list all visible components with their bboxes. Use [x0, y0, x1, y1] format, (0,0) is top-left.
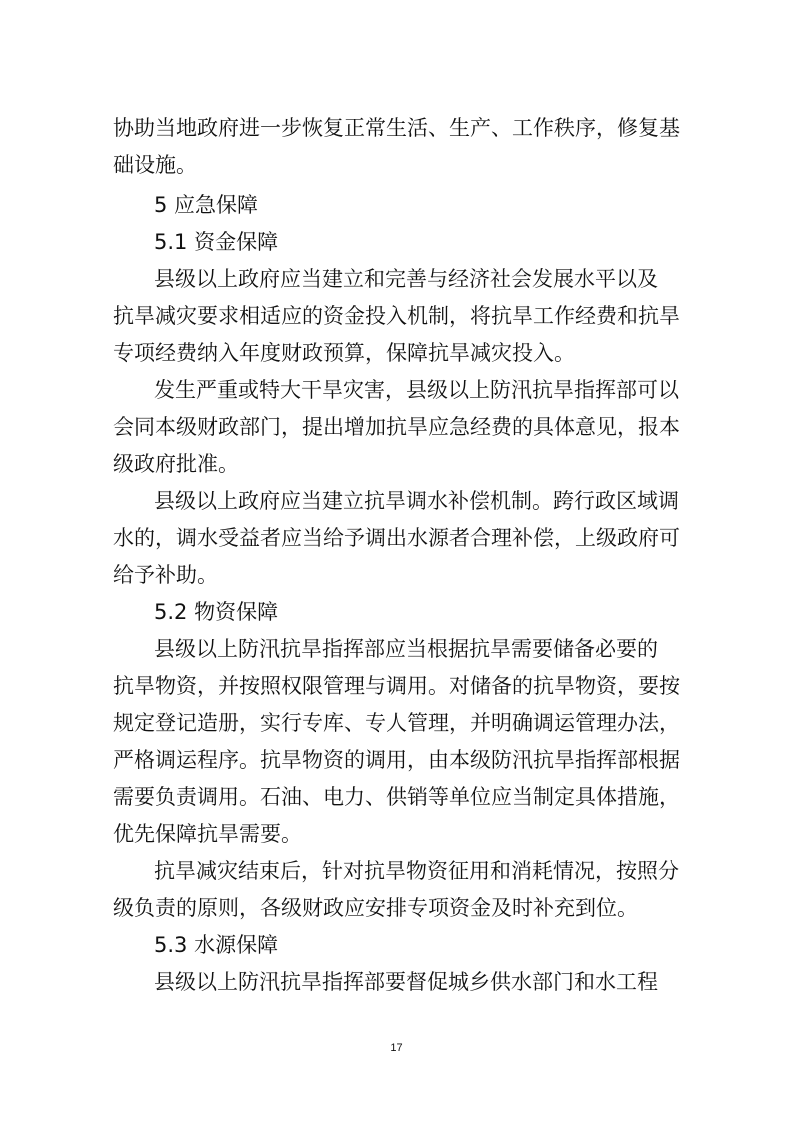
paragraph-line: 会同本级财政部门，提出增加抗旱应急经费的具体意见，报本	[113, 415, 680, 439]
paragraph-line: 县级以上政府应当建立抗旱调水补偿机制。跨行政区域调	[154, 489, 679, 513]
paragraph-line: 协助当地政府进一步恢复正常生活、生产、工作秩序，修复基	[113, 116, 680, 140]
paragraph-line: 级政府批准。	[113, 452, 239, 476]
paragraph-line: 县级以上政府应当建立和完善与经济社会发展水平以及	[154, 267, 658, 291]
page-number: 17	[390, 1042, 403, 1054]
subsection-heading: 5.2 物资保障	[154, 600, 279, 624]
paragraph-line: 抗旱减灾要求相适应的资金投入机制，将抗旱工作经费和抗旱	[113, 304, 680, 328]
paragraph-line: 专项经费纳入年度财政预算，保障抗旱减灾投入。	[113, 341, 575, 365]
subsection-heading: 5.3 水源保障	[154, 933, 279, 957]
paragraph-line: 给予补助。	[113, 563, 218, 587]
paragraph-line: 县级以上防汛抗旱指挥部应当根据抗旱需要储备必要的	[154, 637, 658, 661]
paragraph-line: 优先保障抗旱需要。	[113, 822, 302, 846]
paragraph-line: 严格调运程序。抗旱物资的调用，由本级防汛抗旱指挥部根据	[113, 748, 680, 772]
paragraph-line: 规定登记造册，实行专库、专人管理，并明确调运管理办法，	[113, 711, 680, 735]
paragraph-line: 级负责的原则，各级财政应安排专项资金及时补充到位。	[113, 896, 638, 920]
paragraph-line: 发生严重或特大干旱灾害，县级以上防汛抗旱指挥部可以	[154, 378, 679, 402]
paragraph-line: 抗旱减灾结束后，针对抗旱物资征用和消耗情况，按照分	[154, 859, 679, 883]
paragraph-line: 抗旱物资，并按照权限管理与调用。对储备的抗旱物资，要按	[113, 674, 680, 698]
subsection-heading: 5.1 资金保障	[154, 230, 279, 254]
paragraph-line: 需要负责调用。石油、电力、供销等单位应当制定具体措施，	[113, 785, 680, 809]
paragraph-line: 础设施。	[113, 153, 197, 177]
paragraph-line: 县级以上防汛抗旱指挥部要督促城乡供水部门和水工程	[154, 970, 658, 994]
section-heading: 5 应急保障	[154, 193, 259, 217]
paragraph-line: 水的，调水受益者应当给予调出水源者合理补偿，上级政府可	[113, 526, 680, 550]
